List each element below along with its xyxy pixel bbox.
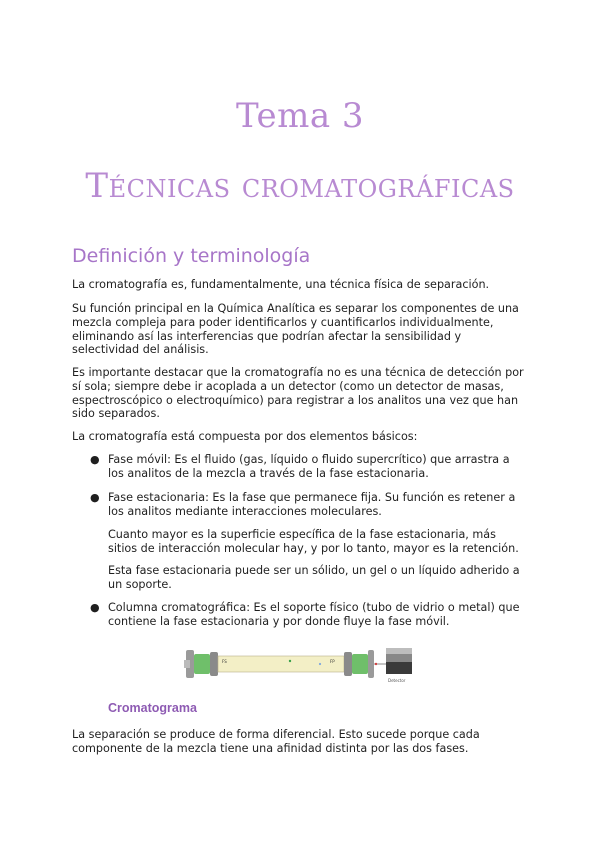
analyte-blue-dot [319, 663, 321, 665]
detector-label: Detector [388, 678, 406, 683]
column-right-label: FP [330, 659, 335, 664]
analyte-green-dot [289, 660, 291, 662]
paragraph-2: Su función principal en la Química Analítica es separar los componentes de una mezcla compleja para poder identificarlos y cuantificarlos individualmente, eliminando así las interferencias que podrían afectar la sensibilidad y selectividad del análisis. [72, 302, 519, 357]
bullet-item-columna: Columna cromatográfica: Es el soporte físico (tubo de vidrio o metal) que contiene la fase estacionaria y por donde fluye la fase móvil. [108, 601, 520, 628]
paragraph-3: Es importante destacar que la cromatografía no es una técnica de detección por sí sola; siempre debe ir acoplada a un detector (como un detector de masas, espectroscópico o electroquímico) para registrar a los analitos una vez que han sido separados. [72, 366, 524, 421]
bullet-note-superficie: Cuanto mayor es la superficie específica de la fase estacionaria, más sitios de interacción molecular hay, y por lo tanto, mayor es la retención. [108, 528, 519, 555]
bullet-item-fase-movil: Fase móvil: Es el fluido (gas, líquido o fluido supercrítico) que arrastra a los analitos de la mezcla a través de la fase estacionaria. [108, 453, 510, 480]
title-line-1: Tema 3 [235, 96, 365, 136]
section-heading: Definición y terminología [72, 245, 311, 267]
bullet-marker: ● [90, 601, 100, 614]
bullet-marker: ● [90, 491, 100, 504]
subsection-paragraph: La separación se produce de forma diferencial. Esto sucede porque cada componente de la mezcla tiene una afinidad distinta por las dos fases. [72, 728, 480, 755]
column-tube [218, 656, 344, 672]
bullet-note-soporte: Esta fase estacionaria puede ser un sólido, un gel o un líquido adherido a un soporte. [108, 564, 520, 591]
outlet-dot [375, 663, 377, 665]
paragraph-4: La cromatografía está compuesta por dos elementos básicos: [72, 430, 418, 443]
column-left-label: FS [222, 659, 227, 664]
detector-block [386, 648, 412, 674]
bullet-marker: ● [90, 453, 100, 466]
subsection-heading: Cromatograma [108, 701, 197, 715]
chromatography-column-diagram [182, 640, 418, 688]
paragraph-1: La cromatografía es, fundamentalmente, una técnica física de separación. [72, 278, 490, 291]
right-fitting [344, 650, 374, 678]
title-line-2: Técnicas cromatográficas [85, 166, 515, 206]
left-fitting [184, 650, 218, 678]
bullet-item-fase-estacionaria: Fase estacionaria: Es la fase que permanece fija. Su función es retener a los analitos mediante interacciones moleculares. [108, 491, 516, 518]
